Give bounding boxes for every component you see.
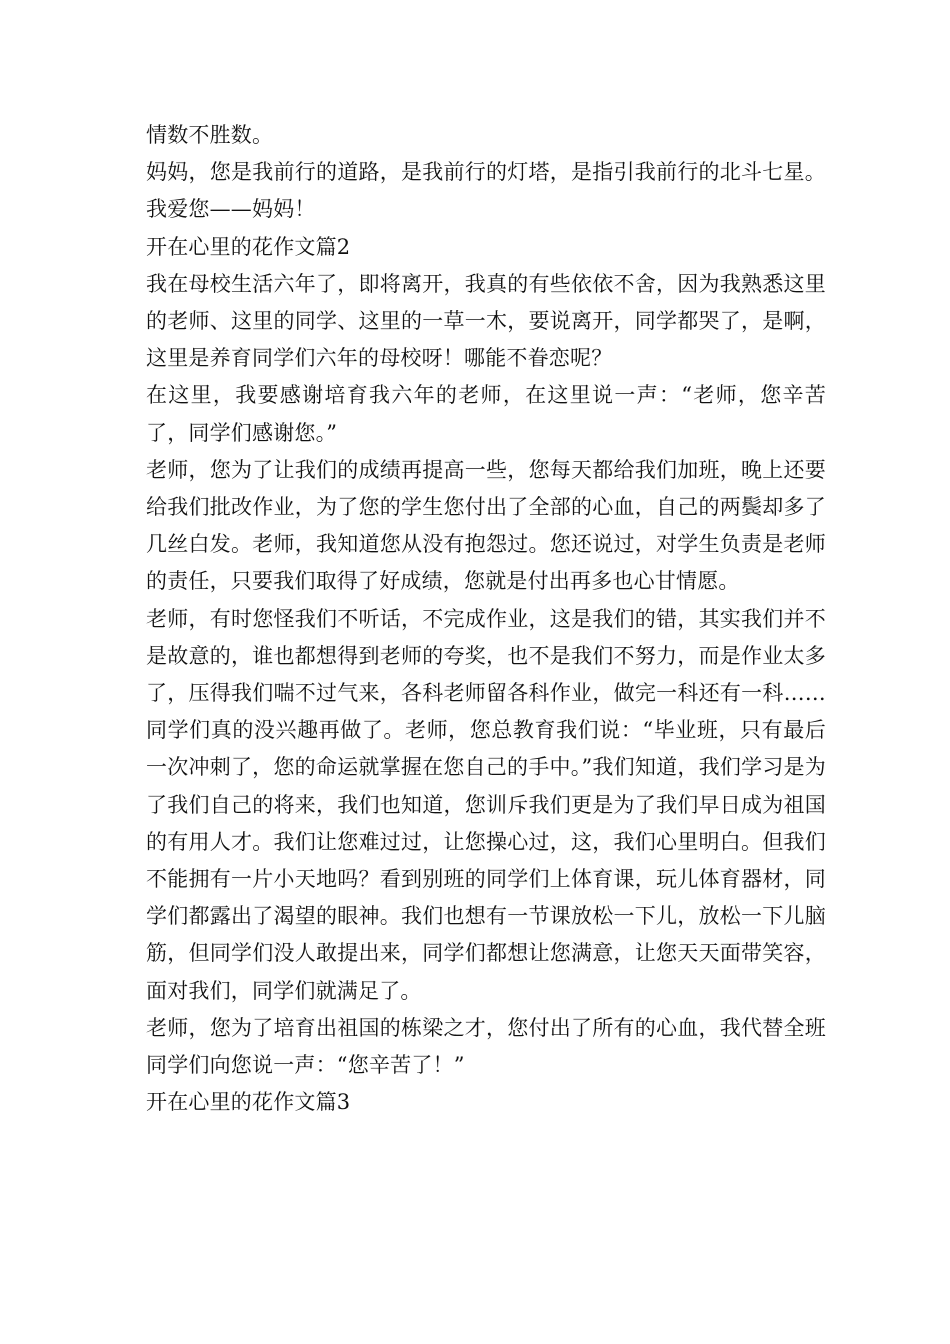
section-heading-essay-2: 开在心里的花作文篇2: [146, 234, 351, 259]
paragraph-closing-fragment: 情数不胜数。: [146, 123, 274, 147]
section-heading-essay-3: 开在心里的花作文篇3: [146, 1090, 351, 1115]
paragraph-thanks-teacher: 在这里，我要感谢培育我六年的老师，在这里说一声：“老师，您辛苦了，同学们感谢您。”: [146, 383, 826, 445]
document-body: [146, 117, 826, 1121]
paragraph-homework-pressure: 老师，有时您怪我们不听话，不完成作业，这是我们的错，其实我们并不是故意的，谁也都想得到老师的夸奖，也不是我们不努力，而是作业太多了，压得我们喘不过气来，各科老师留各科作业，做完一科还有一科……同学们真的没兴趣再做了。老师，您总教育我们说：“毕业班，只有最后一次冲刺了，您的命运就掌握在您自己的手中。”我们知道，我们学习是为了我们自己的将来，我们也知道，您训斥我们更是为了我们早日成为祖国的有用人才。我们让您难过过，让您操心过，这，我们心里明白。但我们不能拥有一片小天地吗？看到别班的同学们上体育课，玩儿体育器材，同学们都露出了渴望的眼神。我们也想有一节课放松一下儿，放松一下儿脑筋，但同学们没人敢提出来，同学们都想让您满意，让您天天面带笑容，面对我们，同学们就满足了。: [146, 606, 826, 1003]
paragraph-leaving-school: 我在母校生活六年了，即将离开，我真的有些依依不舍，因为我熟悉这里的老师、这里的同学、这里的一草一木，要说离开，同学都哭了，是啊，这里是养育同学们六年的母校呀！哪能不眷恋呢？: [146, 271, 826, 371]
paragraph-final-thanks: 老师，您为了培育出祖国的栋梁之才，您付出了所有的心血，我代替全班同学们向您说一声：“您辛苦了！”: [146, 1015, 826, 1078]
paragraph-mother-tribute: 妈妈，您是我前行的道路，是我前行的灯塔，是指引我前行的北斗七星。我爱您——妈妈！: [146, 160, 826, 222]
paragraph-teacher-effort: 老师，您为了让我们的成绩再提高一些，您每天都给我们加班，晚上还要给我们批改作业，为了您的学生您付出了全部的心血，自己的两鬓却多了几丝白发。老师，我知道您从没有抱怨过。您还说过，对学生负责是老师的责任，只要我们取得了好成绩，您就是付出再多也心甘情愿。: [146, 457, 826, 594]
